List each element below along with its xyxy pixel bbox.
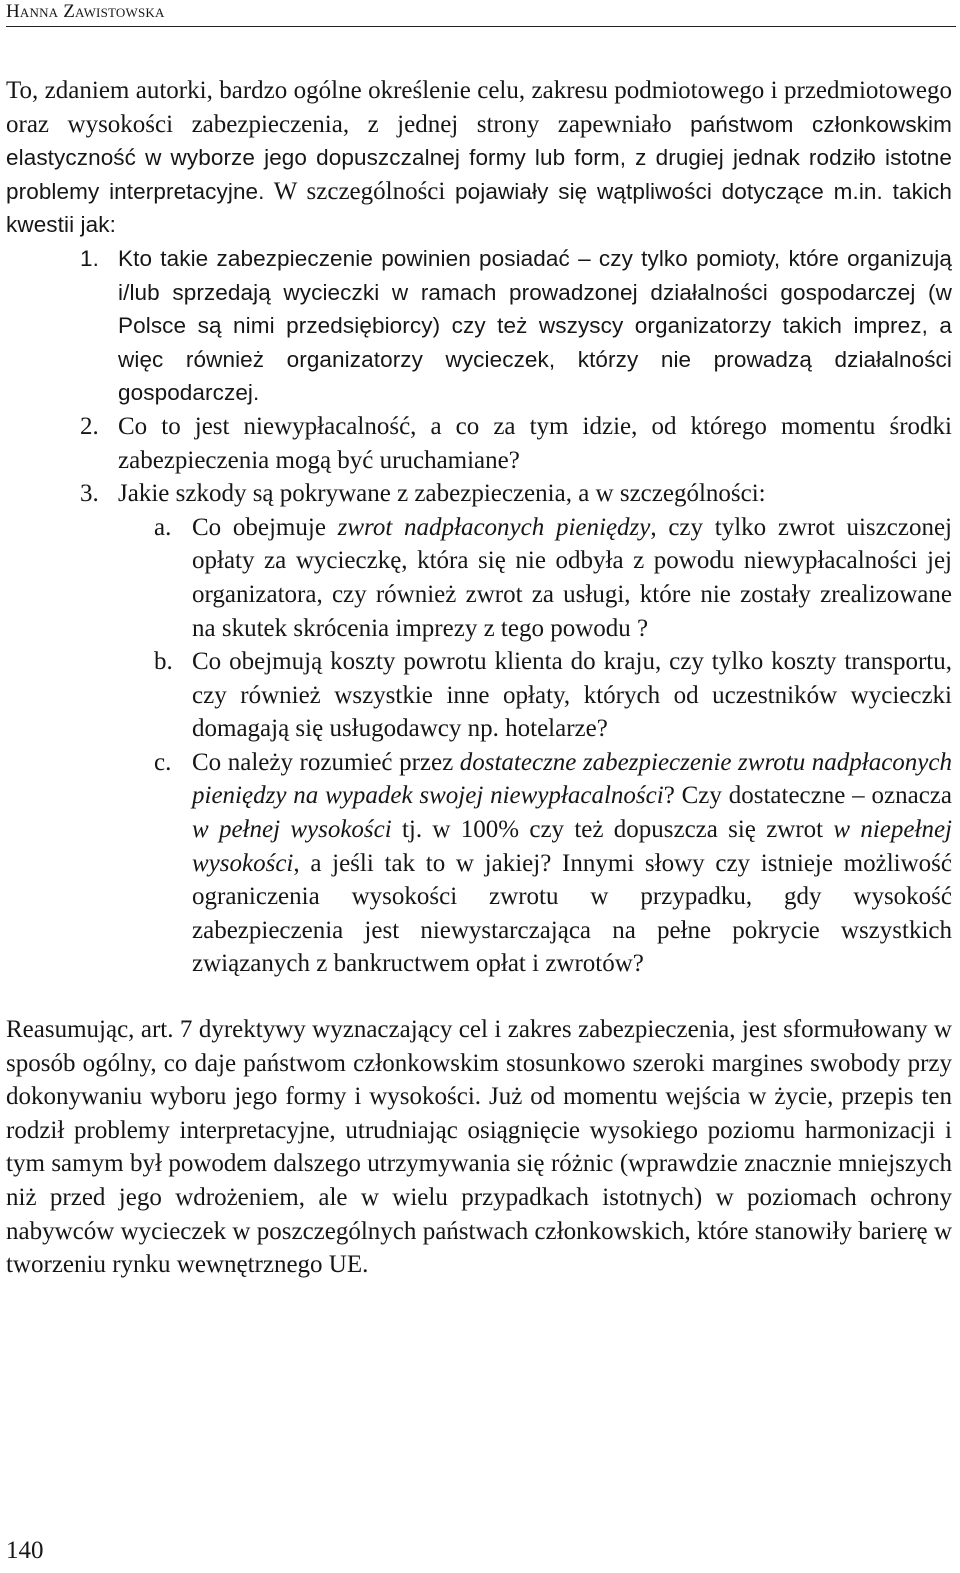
intro-line-last: pojawiały się wątpliwości dotyczące m.in. takich kwestii jak:: [6, 178, 953, 238]
subquestion-italic: w niepełnej wysokości: [192, 816, 952, 877]
question-number: 3.: [80, 480, 99, 508]
subquestion-list: [6, 511, 952, 981]
intro-line-tail: W szczególności: [264, 177, 446, 205]
intro-line-serif: To, zdaniem autorki, bardzo ogólne określenie celu, zakresu podmiotowego i przedmiotowego oraz wysokości zabezpieczenia, z jednej strony zapewniało: [6, 77, 952, 138]
intro-text: [6, 74, 952, 242]
question-text: Co to jest niewypłacalność, a co za tym idzie, od którego momentu środki zabezpieczenia mogą być uruchamiane?: [118, 412, 952, 474]
subquestion-text: Co należy rozumieć przez: [192, 748, 460, 776]
subquestion-text: tj. w 100% czy też dopuszcza się zwrot: [391, 816, 834, 844]
subquestion-letter: c.: [154, 748, 172, 776]
subquestion-text: ? Czy dostateczne – oznacza: [663, 782, 952, 810]
list-item: [6, 477, 952, 511]
question-number: 2.: [80, 412, 99, 440]
header-author: Hanna Zawistowska: [6, 1, 165, 22]
question-text: Jakie szkody są pokrywane z zabezpieczenia, a w szczególności:: [118, 480, 766, 508]
subquestion-text: , czy tylko zwrot uiszczonej opłaty za wycieczkę, która się nie odbyła z powodu niewypłacalności jej organizatora, czy również zwrot za usługi, które nie zostały zrealizowane na skutek skrócenia imprezy z tego powodu ?: [192, 513, 952, 642]
subquestion-italic: w pełnej wysokości: [192, 816, 392, 844]
list-item: [6, 410, 952, 477]
subquestion-text: , a jeśli tak to w jakiej? Innymi słowy czy istnieje możliwość ograniczenia wysokości zwrotu w przypadku, gdy wysokość zabezpieczenia jest niewystarczająca na pełne pokrycie wszystkich związanych z bankructwem opłat i zwrotów?: [192, 849, 952, 978]
list-item: [6, 242, 952, 410]
subquestion-text: Co obejmują koszty powrotu klienta do kraju, czy tylko koszty transportu, czy również wszystkie inne opłaty, których od uczestników wycieczki domagają się usługodawcy np. hotelarze?: [192, 648, 952, 743]
running-header: [6, 0, 956, 27]
subquestion-item-b: [6, 645, 952, 746]
subquestion-text: Co obejmuje: [192, 513, 338, 541]
intro-paragraph: [6, 74, 952, 242]
page-number: 140: [6, 1537, 44, 1564]
subquestion-letter: a.: [154, 513, 172, 541]
page-body: [6, 74, 952, 1282]
subquestion-letter: b.: [154, 648, 173, 676]
subquestion-item-a: [6, 511, 952, 645]
question-number: 1.: [80, 245, 99, 271]
summary-paragraph: Reasumując, art. 7 dyrektywy wyznaczający cel i zakres zabezpieczenia, jest sformułowany w sposób ogólny, co daje państwom członkowskim stosunkowo szeroki margines swobody przy dokonywaniu wyboru jego formy i wysokości. Już od momentu wejścia w życie, przepis ten rodził problemy interpretacyjne, utrudniając osiągnięcie wysokiego poziomu harmonizacji i tym samym był powodem dalszego utrzymywania się różnic (wprawdzie znacznie mniejszych niż przed jego wdrożeniem, ale w wielu przypadkach istotnych) w poziomach ochrony nabywców wycieczek w poszczególnych państwach członkowskich, które stanowiły barierę w tworzeniu rynku wewnętrznego UE.: [6, 1016, 952, 1279]
subquestion-item-c: [6, 746, 952, 981]
subquestion-italic: zwrot nadpłaconych pieniędzy: [337, 513, 651, 541]
question-text: Kto takie zabezpieczenie powinien posiadać – czy tylko pomioty, które organizują i/lub sprzedają wycieczki w ramach prowadzonej działalności gospodarczej (w Polsce są nimi przedsiębiorcy) czy też wszyscy organizatorzy takich imprez, a więc również organizatorzy wycieczek, którzy nie prowadzą działalności gospodarczej.: [118, 245, 952, 406]
subquestion-italic: dostateczne zabezpieczenie zwrotu nadpłaconych pieniędzy na wypadek swojej niewypłacalności: [192, 748, 952, 810]
intro-line-sans: państwom członkowskim elastyczność w wyborze jego dopuszczalnej formy lub form, z drugiej jednak rodziło istotne problemy interpretacyjne.: [6, 111, 953, 204]
question-list: [6, 242, 952, 981]
